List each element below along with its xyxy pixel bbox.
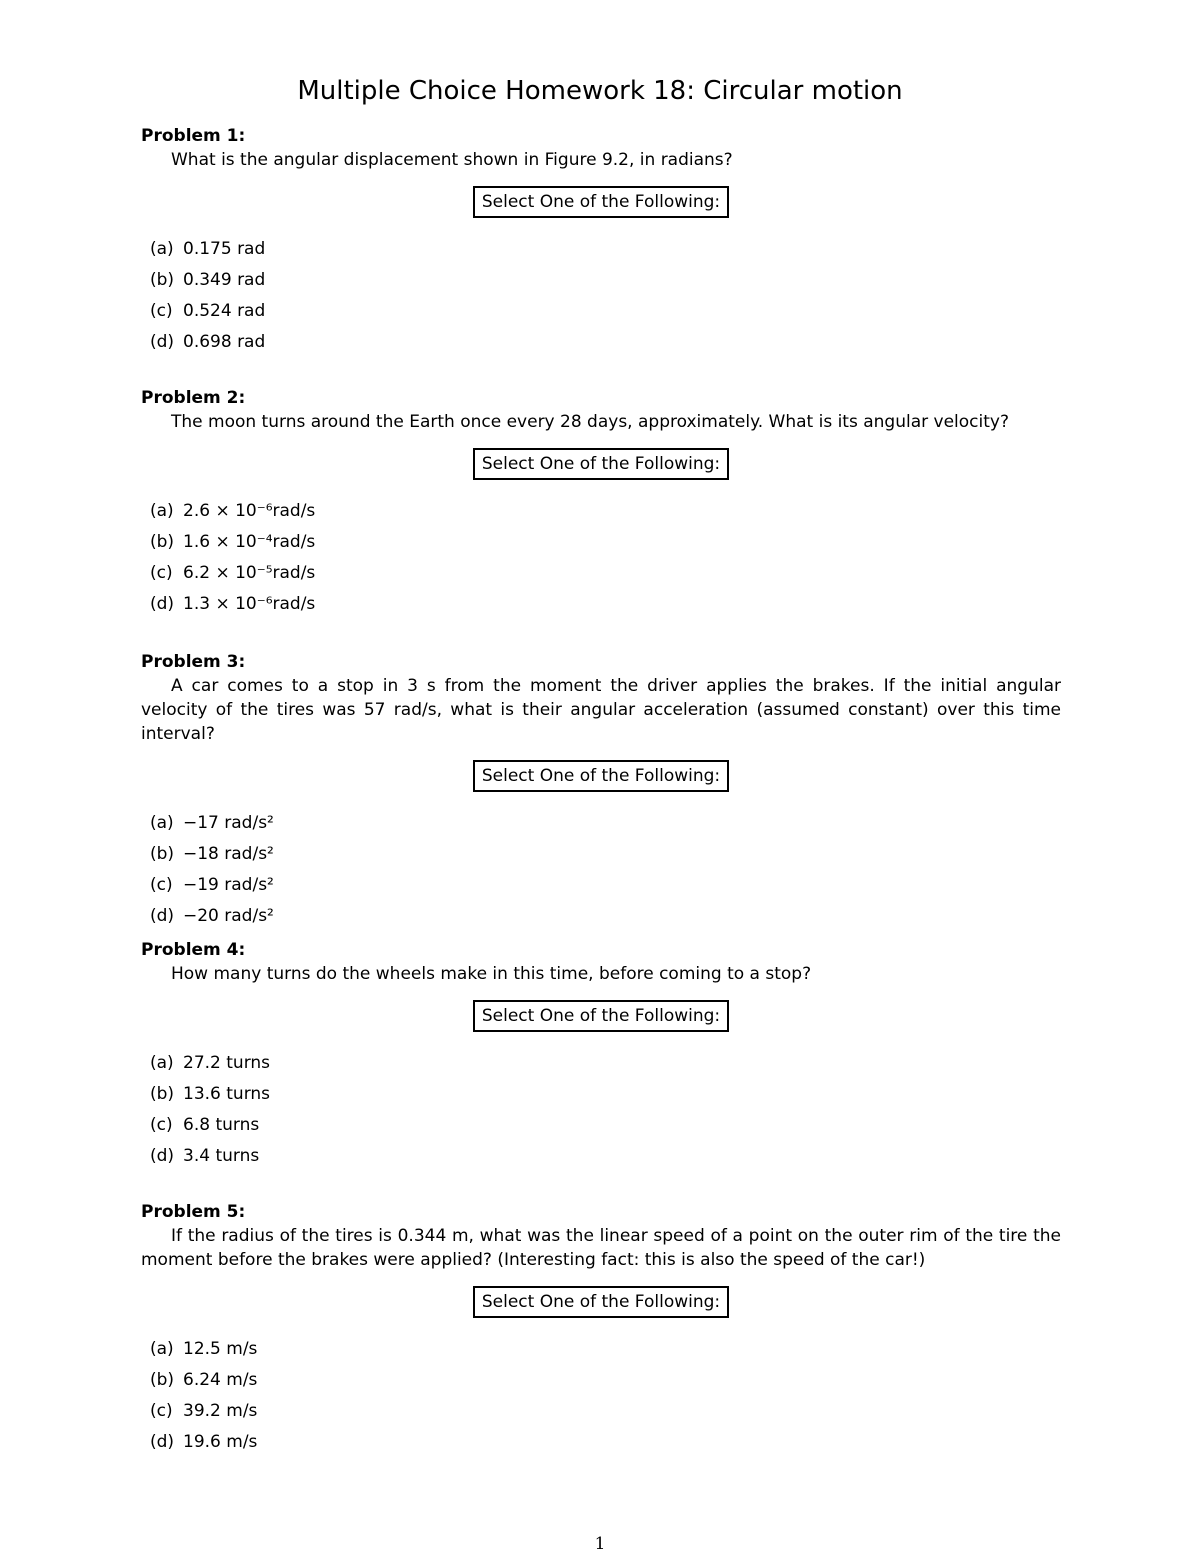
problem-heading: Problem 2: [141,388,246,408]
option-text: 3.4 turns [183,1146,260,1166]
problem-question: If the radius of the tires is 0.344 m, what was the linear speed of a point on the outer rim of the tire the moment before the brakes were applied? (Interesting fact: this is also the speed of the car!) [141,1226,1061,1270]
answer-option-b[interactable] [150,1079,1061,1110]
option-text: 27.2 turns [183,1053,271,1073]
problem-5 [141,1200,1061,1458]
option-text: −20 rad/s² [183,906,274,926]
option-text: 0.698 rad [183,332,266,352]
answer-option-b[interactable] [150,527,1061,558]
option-letter: (d) [150,332,175,352]
answer-option-c[interactable] [150,870,1061,901]
option-text: 0.349 rad [183,270,266,290]
option-letter: (b) [150,532,175,552]
problem-heading: Problem 4: [141,940,246,960]
answer-option-c[interactable] [150,558,1061,589]
option-letter: (d) [150,594,175,614]
option-text: 6.2 × 10⁻⁵rad/s [183,563,316,583]
answer-options [141,496,1061,620]
problem-question: How many turns do the wheels make in this time, before coming to a stop? [171,964,812,984]
problem-question: The moon turns around the Earth once every 28 days, approximately. What is its angular velocity? [171,412,1009,432]
option-letter: (c) [150,563,173,583]
option-letter: (a) [150,1339,174,1359]
option-letter: (b) [150,270,175,290]
answer-option-a[interactable] [150,234,1061,265]
select-row [141,1286,1061,1320]
problem-question: What is the angular displacement shown in Figure 9.2, in radians? [171,150,733,170]
option-text: 0.524 rad [183,301,266,321]
option-letter: (d) [150,906,175,926]
problem-heading: Problem 1: [141,126,246,146]
option-letter: (d) [150,1432,175,1452]
problem-2 [141,386,1061,620]
select-row [141,448,1061,482]
answer-option-c[interactable] [150,1110,1061,1141]
option-letter: (a) [150,239,174,259]
answer-option-d[interactable] [150,901,1061,932]
answer-option-c[interactable] [150,296,1061,327]
select-one-button[interactable]: Select One of the Following: [473,1286,729,1318]
problem-question: A car comes to a stop in 3 s from the moment the driver applies the brakes. If the initial angular velocity of the tires was 57 rad/s, what is their angular acceleration (assumed constant) over this time interval? [141,676,1061,744]
problem-3 [141,650,1061,932]
answer-options [141,1048,1061,1172]
answer-option-d[interactable] [150,327,1061,358]
answer-option-b[interactable] [150,1365,1061,1396]
answer-option-d[interactable] [150,1427,1061,1458]
select-one-button[interactable]: Select One of the Following: [473,760,729,792]
option-text: 2.6 × 10⁻⁶rad/s [183,501,316,521]
option-text: 39.2 m/s [183,1401,258,1421]
answer-options [141,808,1061,932]
answer-option-d[interactable] [150,1141,1061,1172]
select-one-button[interactable]: Select One of the Following: [473,1000,729,1032]
option-letter: (b) [150,1370,175,1390]
option-text: 1.6 × 10⁻⁴rad/s [183,532,316,552]
option-letter: (c) [150,301,173,321]
option-text: −17 rad/s² [183,813,274,833]
select-one-button[interactable]: Select One of the Following: [473,448,729,480]
option-text: −18 rad/s² [183,844,274,864]
option-letter: (b) [150,844,175,864]
answer-option-b[interactable] [150,265,1061,296]
select-row [141,760,1061,794]
problem-4 [141,938,1061,1172]
option-text: 0.175 rad [183,239,266,259]
select-row [141,1000,1061,1034]
answer-option-a[interactable] [150,1334,1061,1365]
answer-options [141,1334,1061,1458]
option-text: −19 rad/s² [183,875,274,895]
answer-option-a[interactable] [150,808,1061,839]
option-letter: (c) [150,1401,173,1421]
option-letter: (c) [150,1115,173,1135]
option-letter: (d) [150,1146,175,1166]
option-text: 1.3 × 10⁻⁶rad/s [183,594,316,614]
page-number: 1 [594,1534,606,1554]
option-text: 6.8 turns [183,1115,260,1135]
answer-option-a[interactable] [150,496,1061,527]
answer-option-c[interactable] [150,1396,1061,1427]
option-letter: (b) [150,1084,175,1104]
problem-heading: Problem 5: [141,1202,246,1222]
answer-options [141,234,1061,358]
option-letter: (a) [150,813,174,833]
answer-option-a[interactable] [150,1048,1061,1079]
option-letter: (c) [150,875,173,895]
select-one-button[interactable]: Select One of the Following: [473,186,729,218]
problem-heading: Problem 3: [141,652,246,672]
problem-1 [141,124,1061,358]
option-text: 13.6 turns [183,1084,271,1104]
option-letter: (a) [150,501,174,521]
option-text: 12.5 m/s [183,1339,258,1359]
option-text: 6.24 m/s [183,1370,258,1390]
page-title: Multiple Choice Homework 18: Circular motion [297,76,903,106]
select-row [141,186,1061,220]
answer-option-b[interactable] [150,839,1061,870]
option-letter: (a) [150,1053,174,1073]
answer-option-d[interactable] [150,589,1061,620]
option-text: 19.6 m/s [183,1432,258,1452]
